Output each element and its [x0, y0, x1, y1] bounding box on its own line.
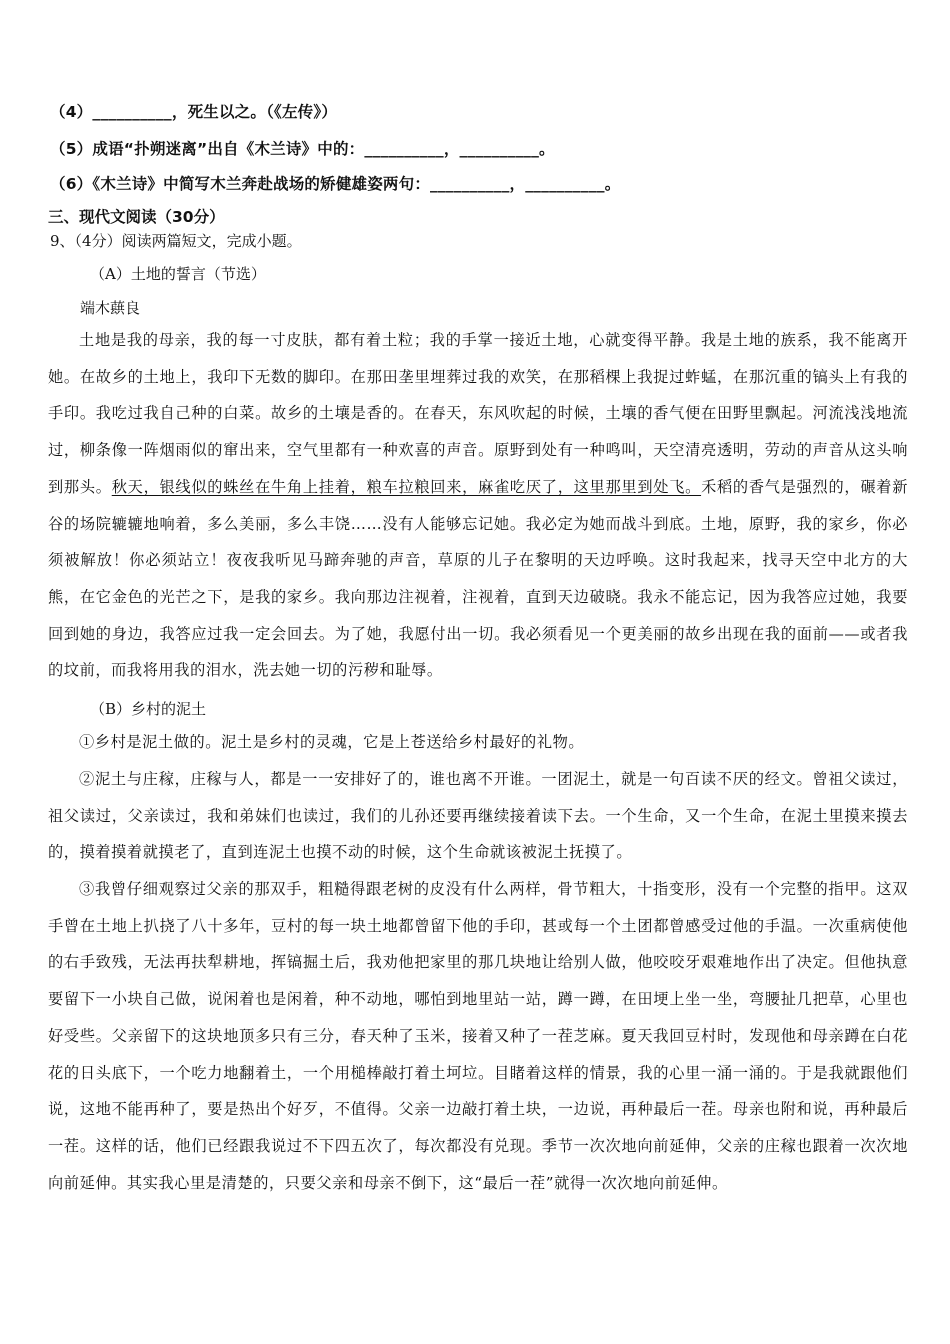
passage-b-paragraph-3: ③我曾仔细观察过父亲的那双手，粗糙得跟老树的皮没有什么两样，骨节粗大，十指变形，没有一个完整的指甲。这双手曾在土地上扒挠了八十多年，豆村的每一块土地都曾留下他的手印，甚或每一个土团都曾感受过他的手温。一次重病使他的右手致残，无法再扶犁耕地，挥镐掘土后，我劝他把家里的那几块地让给别人做，他咬咬牙艰难地作出了决定。但他执意要留下一小块自己做，说闲着也是闲着，种不动地，哪怕到地里站一站，蹲一蹲，在田埂上坐一坐，弯腰扯几把草，心里也好受些。父亲留下的这块地顶多只有三分，春天种了玉米，接着又种了一茬芝麻。夏天我回豆村时，发现他和母亲蹲在白花花的日头底下，一个吃力地翻着土，一个用槌棒敲打着土坷垃。目睹着这样的情景，我的心里一涌一涌的。于是我就跟他们说，这地不能再种了，要是热出个好歹，不值得。父亲一边敲打着土块，一边说，再种最后一茬。母亲也附和说，再种最后一茬。这样的话，他们已经跟我说过不下四五次了，每次都没有兑现。季节一次次地向前延伸，父亲的庄稼也跟着一次次地向前延伸。其实我心里是清楚的，只要父亲和母亲不倒下，这“最后一茬”就得一次次地向前延伸。 — [48, 880, 908, 1192]
question-6: （6）《木兰诗》中简写木兰奔赴战场的矫健雄姿两句：__________，__________。 — [50, 175, 621, 193]
passage-a-text-before: 土地是我的母亲，我的每一寸皮肤，都有着土粒；我的手掌一接近土地，心就变得平静。我是土地的族系，我不能离开她。在故乡的土地上，我印下无数的脚印。在那田垄里埋葬过我的欢笑，在那稻棵上我捉过蚱蜢，在那沉重的镐头上有我的手印。我吃过我自己种的白菜。故乡的土壤是香的。在春天，东风吹起的时候，土壤的香气便在田野里飘起。河流浅浅地流过，柳条像一阵烟雨似的窜出来，空气里都有一种欢喜的声音。原野到处有一种鸣叫，天空清亮透明，劳动的声音从这头响到那头。 — [48, 331, 908, 496]
question-9-intro: 9、（4分）阅读两篇短文，完成小题。 — [50, 232, 302, 250]
question-4: （4）__________，死生以之。（《左传》） — [50, 103, 338, 121]
passage-a-text-after: 禾稻的香气是强烈的，碾着新谷的场院辘辘地响着，多么美丽，多么丰饶……没有人能够忘记她。我必定为她而战斗到底。土地，原野，我的家乡，你必须被解放！你必须站立！夜夜我听见马蹄奔驰的声音，草原的儿子在黎明的天边呼唤。这时我起来，找寻天空中北方的大熊，在它金色的光芒之下，是我的家乡。我向那边注视着，注视着，直到天边破晓。我永不能忘记，因为我答应过她，我要回到她的身边，我答应过我一定会回去。为了她，我愿付出一切。我必须看见一个更美丽的故乡出现在我的面前——或者我的坟前，而我将用我的泪水，洗去她一切的污秽和耻辱。 — [48, 477, 908, 680]
question-5: （5）成语“扑朔迷离”出自《木兰诗》中的：__________，__________。 — [50, 140, 555, 158]
section-heading: 三、现代文阅读（30分） — [48, 208, 225, 226]
passage-a-author: 端木蕻良 — [80, 299, 141, 317]
passage-b-paragraph-1: ①乡村是泥土做的。泥土是乡村的灵魂，它是上苍送给乡村最好的礼物。 — [79, 733, 585, 751]
passage-b-title: （B）乡村的泥土 — [90, 700, 207, 718]
passage-a-body — [48, 322, 908, 689]
passage-a-title: （A）土地的誓言（节选） — [90, 265, 266, 283]
passage-b-paragraph-2: ②泥土与庄稼，庄稼与人，都是一一安排好了的，谁也离不开谁。一团泥土，就是一句百读不厌的经文。曾祖父读过，祖父读过，父亲读过，我和弟妹们也读过，我们的儿孙还要再继续接着读下去。一个生命，又一个生命，在泥土里摸来摸去的，摸着摸着就摸老了，直到连泥土也摸不动的时候，这个生命就该被泥土抚摸了。 — [48, 770, 908, 862]
passage-a-underlined-sentence: 秋天，银线似的蛛丝在牛角上挂着，粮车拉粮回来，麻雀吃厌了，这里那里到处飞。 — [111, 477, 702, 496]
